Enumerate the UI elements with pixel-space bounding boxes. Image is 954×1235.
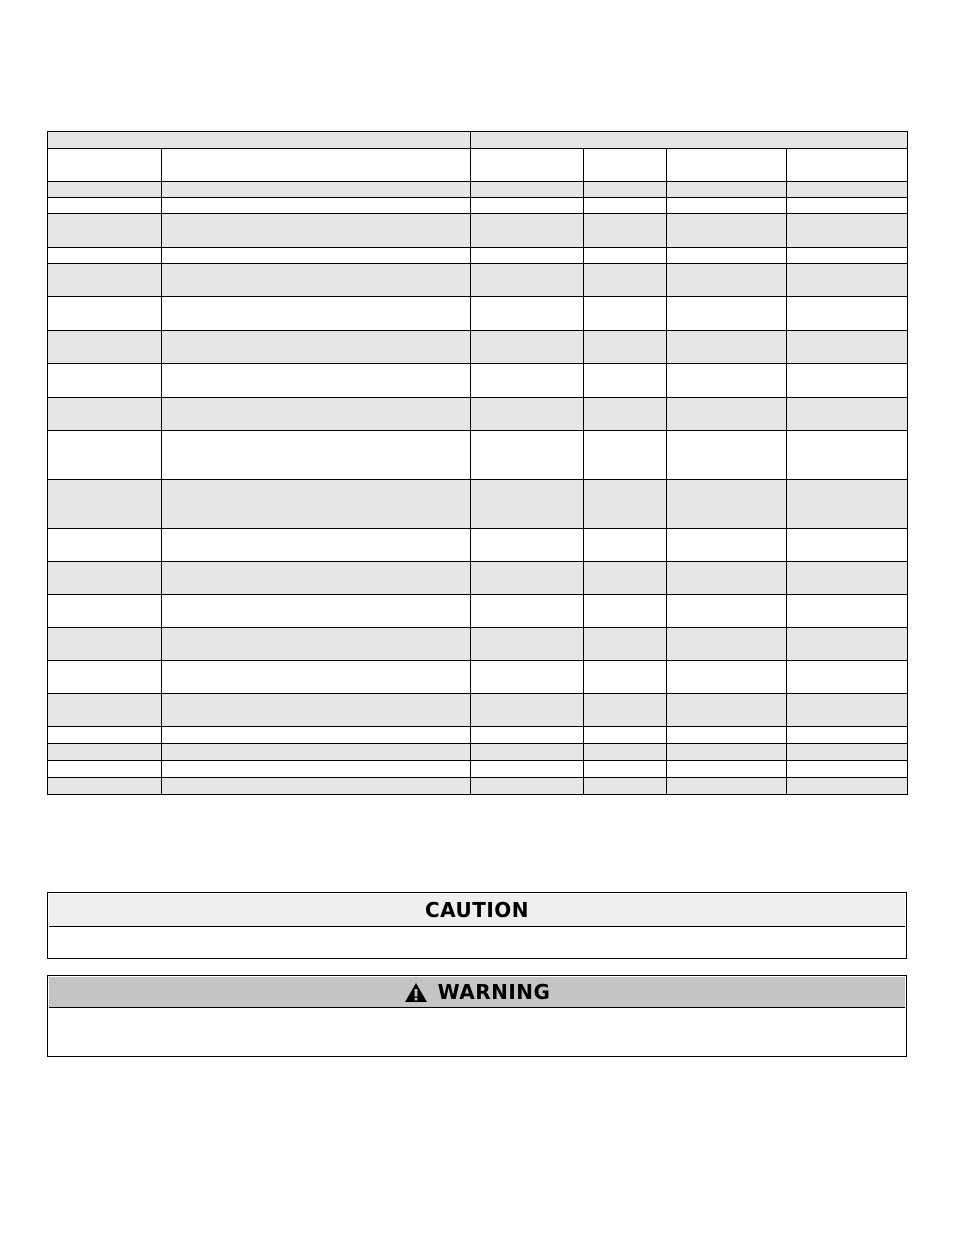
table-cell [787,529,908,562]
table-cell [584,214,667,248]
table-cell [584,694,667,727]
table-cell [48,214,162,248]
table-cell [667,182,787,198]
table-cell [162,529,471,562]
table-cell [584,297,667,331]
table-cell [787,198,908,214]
table-cell [162,331,471,364]
table-row [48,694,908,727]
table-header-cell [787,149,908,182]
caution-title: CAUTION [424,898,530,922]
table-cell [667,198,787,214]
table-row [48,661,908,694]
table-cell [787,248,908,264]
table-row [48,248,908,264]
table-cell [471,595,584,628]
table-cell [162,761,471,778]
table-row [48,182,908,198]
table-cell [787,431,908,480]
table-cell [48,529,162,562]
table-group-header-right [471,132,908,149]
table-cell [787,628,908,661]
table-cell [787,297,908,331]
table-cell [667,694,787,727]
table-cell [471,727,584,744]
table-cell [667,727,787,744]
table-cell [667,562,787,595]
table-cell [667,778,787,795]
table-cell [584,364,667,398]
table-cell [787,661,908,694]
table-cell [584,248,667,264]
table-cell [471,431,584,480]
table-row [48,431,908,480]
table-row [48,364,908,398]
fault-table [47,131,908,795]
table-cell [667,364,787,398]
table-cell [471,778,584,795]
table-cell [787,727,908,744]
table-cell [584,198,667,214]
table-cell [787,778,908,795]
warning-box [47,975,907,1057]
table-row [48,595,908,628]
table-group-header-left [48,132,471,149]
table-cell [584,562,667,595]
table-row [48,761,908,778]
table-cell [48,182,162,198]
table-cell [584,628,667,661]
table-cell [787,761,908,778]
table-cell [584,744,667,761]
table-header-cell [162,149,471,182]
table-cell [471,480,584,529]
table-cell [667,331,787,364]
table-row [48,264,908,297]
table-cell [787,595,908,628]
table-cell [162,431,471,480]
table-cell [162,480,471,529]
table-row [48,778,908,795]
table-cell [48,364,162,398]
table-row [48,727,908,744]
table-cell [584,595,667,628]
table-cell [667,248,787,264]
table-cell [48,248,162,264]
table-cell [162,182,471,198]
table-row [48,297,908,331]
table-cell [787,331,908,364]
table-cell [471,562,584,595]
table-cell [667,628,787,661]
table-cell [471,628,584,661]
table-row [48,398,908,431]
table-row [48,198,908,214]
table-cell [787,744,908,761]
table-cell [48,297,162,331]
warning-header [49,977,905,1008]
table-cell [162,198,471,214]
table-header-cell [584,149,667,182]
table-row [48,331,908,364]
table-cell [162,264,471,297]
table-cell [48,595,162,628]
table-cell [787,264,908,297]
caution-header [49,894,905,927]
table-header-cell [48,149,162,182]
table-cell [667,431,787,480]
table-cell [667,480,787,529]
table-cell [48,727,162,744]
table-cell [471,248,584,264]
table-cell [162,364,471,398]
table-cell [584,778,667,795]
warning-title: WARNING [437,980,551,1004]
table-cell [48,661,162,694]
table-cell [48,694,162,727]
table-cell [48,331,162,364]
table-cell [471,214,584,248]
table-cell [471,744,584,761]
table-cell [162,628,471,661]
table-cell [584,661,667,694]
table-cell [787,694,908,727]
table-cell [667,529,787,562]
table-cell [48,761,162,778]
table-cell [162,778,471,795]
table-cell [787,364,908,398]
table-row [48,214,908,248]
table-cell [162,595,471,628]
table-cell [584,264,667,297]
table-cell [471,331,584,364]
table-cell [584,431,667,480]
table-column-header-row [48,149,908,182]
table-cell [471,297,584,331]
warning-triangle-icon [404,982,428,1003]
table-cell [162,727,471,744]
table-cell [471,264,584,297]
table-cell [471,182,584,198]
table-cell [48,744,162,761]
table-row [48,562,908,595]
table-header-cell [667,149,787,182]
table-cell [787,480,908,529]
table-cell [162,744,471,761]
table-cell [48,628,162,661]
table-cell [584,331,667,364]
table-cell [162,694,471,727]
table-cell [584,182,667,198]
table-cell [471,529,584,562]
table-cell [48,398,162,431]
table-cell [667,744,787,761]
table-group-header-row [48,132,908,149]
table-cell [48,480,162,529]
table-cell [471,398,584,431]
table-cell [667,398,787,431]
table-cell [48,778,162,795]
table-cell [48,264,162,297]
table-cell [162,248,471,264]
caution-box [47,892,907,959]
table-row [48,529,908,562]
table-cell [471,761,584,778]
table-cell [667,595,787,628]
table-cell [667,661,787,694]
table-cell [162,562,471,595]
table-cell [584,761,667,778]
table-row [48,628,908,661]
table-row [48,480,908,529]
table-cell [48,198,162,214]
table-cell [667,214,787,248]
table-cell [471,198,584,214]
table-cell [471,661,584,694]
table-cell [787,562,908,595]
table-cell [787,214,908,248]
table-cell [667,761,787,778]
table-cell [48,562,162,595]
table-cell [471,364,584,398]
table-cell [584,529,667,562]
table-cell [162,661,471,694]
table-header-cell [471,149,584,182]
table-cell [584,727,667,744]
table-cell [162,214,471,248]
table-cell [162,398,471,431]
table-cell [162,297,471,331]
table-cell [584,398,667,431]
table-cell [471,694,584,727]
table-cell [48,431,162,480]
table-cell [787,182,908,198]
table-cell [584,480,667,529]
table-cell [667,297,787,331]
table-row [48,744,908,761]
table-cell [787,398,908,431]
table-cell [667,264,787,297]
